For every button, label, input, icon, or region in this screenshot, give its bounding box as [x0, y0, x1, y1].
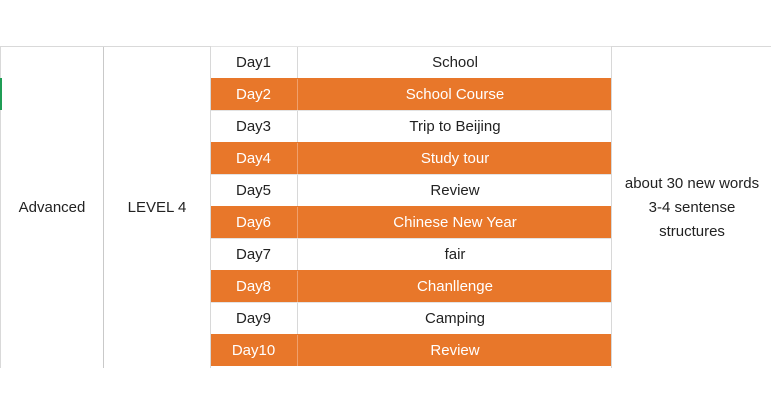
day-cell: Day9 — [210, 303, 298, 334]
sublevel-label: LEVEL 4 — [127, 199, 187, 216]
table-row — [210, 46, 612, 78]
topic-cell: Study tour — [420, 150, 490, 167]
note-line: 3-4 sentense — [648, 198, 736, 216]
day-cell: Day4 — [210, 143, 298, 174]
day-cell: Day7 — [210, 239, 298, 270]
sublevel-cell — [104, 47, 210, 368]
table-row — [210, 206, 612, 238]
topic-cell: Review — [430, 182, 480, 199]
table-row — [210, 78, 612, 110]
table-row — [210, 334, 612, 366]
note-line: about 30 new words — [624, 174, 760, 192]
day-cell: Day3 — [210, 111, 298, 142]
day-cell: Day1 — [210, 47, 298, 78]
table-row — [210, 238, 612, 270]
topic-cell: Chanllenge — [417, 278, 493, 295]
table-row — [210, 270, 612, 302]
day-cell: Day2 — [210, 79, 298, 110]
note-line: structures — [659, 222, 725, 240]
day-cell: Day10 — [210, 335, 298, 366]
topic-cell: Review — [430, 342, 480, 359]
day-cell: Day6 — [210, 207, 298, 238]
level-cell — [1, 47, 104, 368]
day-cell: Day5 — [210, 175, 298, 206]
notes-cell — [613, 47, 771, 368]
day-topic-grid — [210, 46, 612, 366]
table-row — [210, 302, 612, 334]
topic-cell: School — [432, 54, 478, 71]
day-cell: Day8 — [210, 271, 298, 302]
topic-cell: School Course — [405, 86, 505, 103]
table-row — [210, 110, 612, 142]
topic-cell: Chinese New Year — [393, 214, 517, 231]
topic-cell: Trip to Beijing — [409, 118, 501, 135]
topic-cell: fair — [444, 246, 466, 263]
table-row — [210, 142, 612, 174]
topic-cell: Camping — [424, 310, 486, 327]
table-row — [210, 174, 612, 206]
level-label: Advanced — [18, 199, 86, 216]
